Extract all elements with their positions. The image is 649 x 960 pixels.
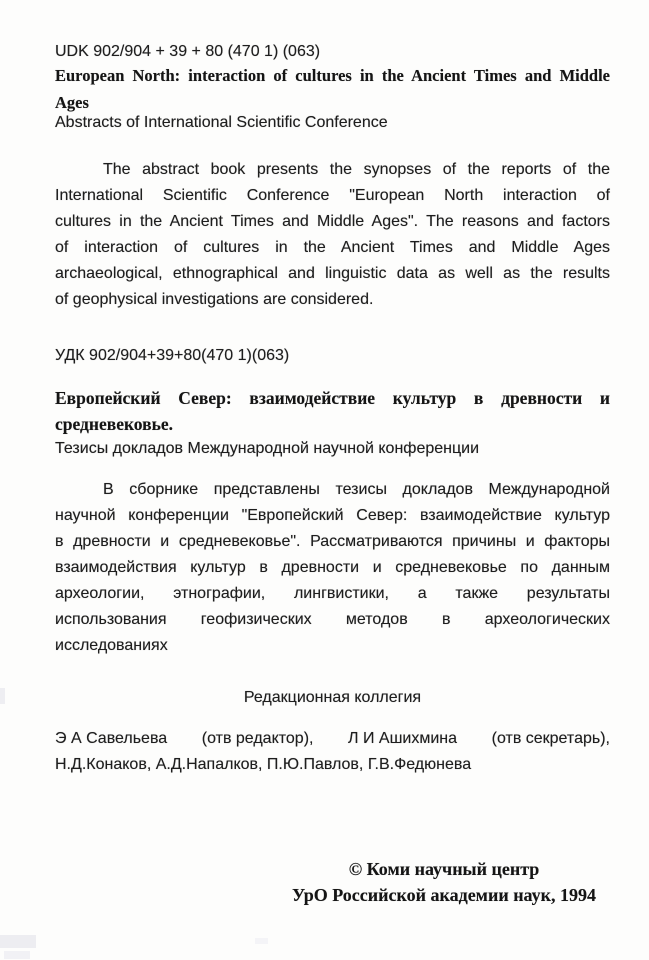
udk-line-english: UDK 902/904 + 39 + 80 (470 1) (063) [55,43,321,60]
editor-name: Л И Ашихмина [348,730,458,747]
udk-line-russian: УДК 902/904+39+80(470 1)(063) [55,347,290,364]
abstract-russian-line: взаимодействия культур в древности и средневековье по данным [55,559,610,576]
scan-artifact [4,951,30,959]
abstract-russian-line: археологии, этнографии, лингвистики, а также результаты [55,585,610,602]
title-english-line2: Ages [55,93,89,112]
abstract-russian-line: в древности и средневековье". Рассматриваются причины и факторы [55,533,610,550]
editor-role: (отв секретарь), [491,730,610,747]
title-russian-line2: средневековье. [55,414,173,434]
editor-name: Э А Савельева [55,730,168,747]
abstract-russian-line: научной конференции "Европейский Север: взаимодействие культур [55,507,610,524]
abstract-russian-line: использования геофизических методов в археологических [55,611,610,628]
title-russian [55,385,610,437]
abstract-russian-line: исследованиях [55,637,168,654]
scan-artifact [0,935,36,948]
editorial-members-row2: Н.Д.Конаков, А.Д.Напалков, П.Ю.Павлов, Г.В.Федюнева [55,756,472,773]
abstract-russian-line: В сборнике представлены тезисы докладов Международной [103,481,610,498]
abstract-english-line: International Scientific Conference "European North interaction of [55,187,610,204]
title-russian-line1: Европейский Север: взаимодействие культур в древности и [55,388,610,408]
abstract-english-line: archaeological, ethnographical and linguistic data as well as the results [55,265,610,282]
editorial-heading: Редакционная коллегия [243,689,422,706]
copyright-line1: © Коми научный центр [348,859,540,879]
abstract-english-line: The abstract book presents the synopses of the reports of the [103,161,610,178]
editorial-members-row1 [55,726,610,752]
abstract-english [55,157,610,313]
copyright-line2: УрО Российской академии наук, 1994 [291,885,597,905]
abstract-english-line: cultures in the Ancient Times and Middle Ages". The reasons and factors [55,213,610,230]
copyright-block [254,856,634,908]
abstract-russian [55,477,610,659]
subtitle-russian: Тезисы докладов Международной научной конференции [55,440,480,457]
editor-role: (отв редактор), [201,730,314,747]
abstract-english-line: of interaction of cultures in the Ancient Times and Middle Ages [55,239,610,256]
subtitle-english: Abstracts of International Scientific Conference [55,114,388,131]
abstract-english-line: of geophysical investigations are considered. [55,291,374,308]
title-english [55,62,610,116]
scan-artifact [0,688,5,704]
scan-artifact [255,938,268,944]
title-english-line1: European North: interaction of cultures in the Ancient Times and Middle [55,66,610,85]
